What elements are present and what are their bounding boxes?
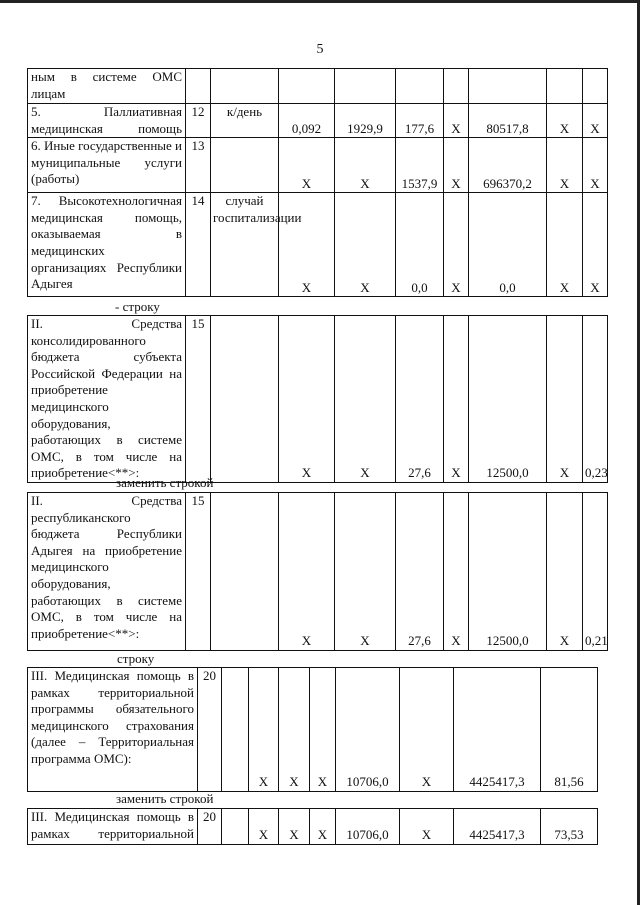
value-cell: 12500,0 <box>469 493 547 651</box>
value-cell <box>547 69 583 104</box>
value-cell: Х <box>444 138 469 193</box>
table-row <box>28 138 608 193</box>
table-section-4 <box>27 667 598 792</box>
value-cell: Х <box>335 193 396 297</box>
value-cell: Х <box>547 104 583 138</box>
value-cell: Х <box>310 809 336 845</box>
row-number <box>186 69 211 104</box>
row-number: 14 <box>186 193 211 297</box>
row-number: 20 <box>198 809 222 845</box>
value-cell: Х <box>335 493 396 651</box>
value-cell: Х <box>335 316 396 483</box>
row-description: III. Медицинская помощь в рамках территориальной <box>28 809 198 845</box>
row-number: 13 <box>186 138 211 193</box>
value-cell: Х <box>547 193 583 297</box>
row-description: 5. Паллиативная медицинская помощь <box>28 104 186 138</box>
row-description: II. Средства республиканского бюджета Республики Адыгея на приобретение медицинского оборудования, работающих в системе ОМС, в том числе на приобретение<**>: <box>28 493 186 651</box>
value-cell <box>396 69 444 104</box>
value-cell: Х <box>400 809 454 845</box>
value-cell: Х <box>444 193 469 297</box>
value-cell: 0,23 <box>583 316 608 483</box>
row-description: II. Средства консолидированного бюджета субъекта Российской Федерации на приобретение медицинского оборудования, работающих в системе ОМС, в том числе на приобретение<**>: <box>28 316 186 483</box>
value-cell <box>335 69 396 104</box>
value-cell: Х <box>279 193 335 297</box>
row-unit: к/день <box>211 104 279 138</box>
table-row <box>28 493 608 651</box>
table-section-2 <box>27 315 608 483</box>
table-row <box>28 193 608 297</box>
value-cell: Х <box>335 138 396 193</box>
value-cell <box>222 668 249 792</box>
value-cell: 0,0 <box>469 193 547 297</box>
value-cell: 4425417,3 <box>454 809 541 845</box>
value-cell: Х <box>547 316 583 483</box>
value-cell: Х <box>279 809 310 845</box>
value-cell: Х <box>444 493 469 651</box>
value-cell: 177,6 <box>396 104 444 138</box>
row-number: 12 <box>186 104 211 138</box>
value-cell: Х <box>444 104 469 138</box>
value-cell: Х <box>279 668 310 792</box>
value-cell: Х <box>583 104 608 138</box>
row-description: 7. Высокотехнологичная медицинская помощь, оказываемая в медицинских организациях Республики Адыгея <box>28 193 186 297</box>
value-cell: Х <box>310 668 336 792</box>
value-cell: 0,0 <box>396 193 444 297</box>
table-section-3 <box>27 492 608 651</box>
value-cell: Х <box>279 493 335 651</box>
row-unit <box>211 138 279 193</box>
row-unit <box>211 316 279 483</box>
row-unit <box>211 493 279 651</box>
instruction-note: заменить строкой <box>116 475 214 490</box>
value-cell: 10706,0 <box>336 809 400 845</box>
instruction-note: - строку <box>115 299 160 314</box>
table-row <box>28 316 608 483</box>
value-cell: 27,6 <box>396 493 444 651</box>
value-cell: 1537,9 <box>396 138 444 193</box>
value-cell: 0,092 <box>279 104 335 138</box>
value-cell: 80517,8 <box>469 104 547 138</box>
value-cell: Х <box>583 138 608 193</box>
value-cell: 10706,0 <box>336 668 400 792</box>
row-description: ным в системе ОМС лицам <box>28 69 186 104</box>
row-number: 20 <box>198 668 222 792</box>
table-row <box>28 809 598 845</box>
value-cell: Х <box>279 316 335 483</box>
row-unit: случай госпитализации <box>211 193 279 297</box>
value-cell: Х <box>279 138 335 193</box>
instruction-note: заменить строкой <box>116 791 214 806</box>
value-cell: 12500,0 <box>469 316 547 483</box>
value-cell: Х <box>583 193 608 297</box>
row-number: 15 <box>186 316 211 483</box>
value-cell: Х <box>547 493 583 651</box>
value-cell <box>279 69 335 104</box>
value-cell: Х <box>249 809 279 845</box>
row-description: III. Медицинская помощь в рамках территориальной программы обязательного медицинского страхования (далее – Территориальная программа ОМС): <box>28 668 198 792</box>
table-section-1 <box>27 68 608 297</box>
value-cell: Х <box>444 316 469 483</box>
table-row <box>28 104 608 138</box>
value-cell: 73,53 <box>541 809 598 845</box>
page-number: 5 <box>316 42 324 57</box>
value-cell: 0,21 <box>583 493 608 651</box>
table-section-5 <box>27 808 598 845</box>
value-cell <box>583 69 608 104</box>
instruction-note: строку <box>117 651 155 666</box>
value-cell: Х <box>400 668 454 792</box>
value-cell <box>444 69 469 104</box>
scan-edge-top <box>0 0 640 3</box>
table-row <box>28 668 598 792</box>
row-unit <box>211 69 279 104</box>
value-cell: Х <box>249 668 279 792</box>
row-number: 15 <box>186 493 211 651</box>
value-cell: 696370,2 <box>469 138 547 193</box>
value-cell: 81,56 <box>541 668 598 792</box>
value-cell <box>469 69 547 104</box>
value-cell: 27,6 <box>396 316 444 483</box>
table-row <box>28 69 608 104</box>
value-cell <box>222 809 249 845</box>
value-cell: 1929,9 <box>335 104 396 138</box>
value-cell: Х <box>547 138 583 193</box>
value-cell: 4425417,3 <box>454 668 541 792</box>
row-description: 6. Иные государственные и муниципальные услуги (работы) <box>28 138 186 193</box>
